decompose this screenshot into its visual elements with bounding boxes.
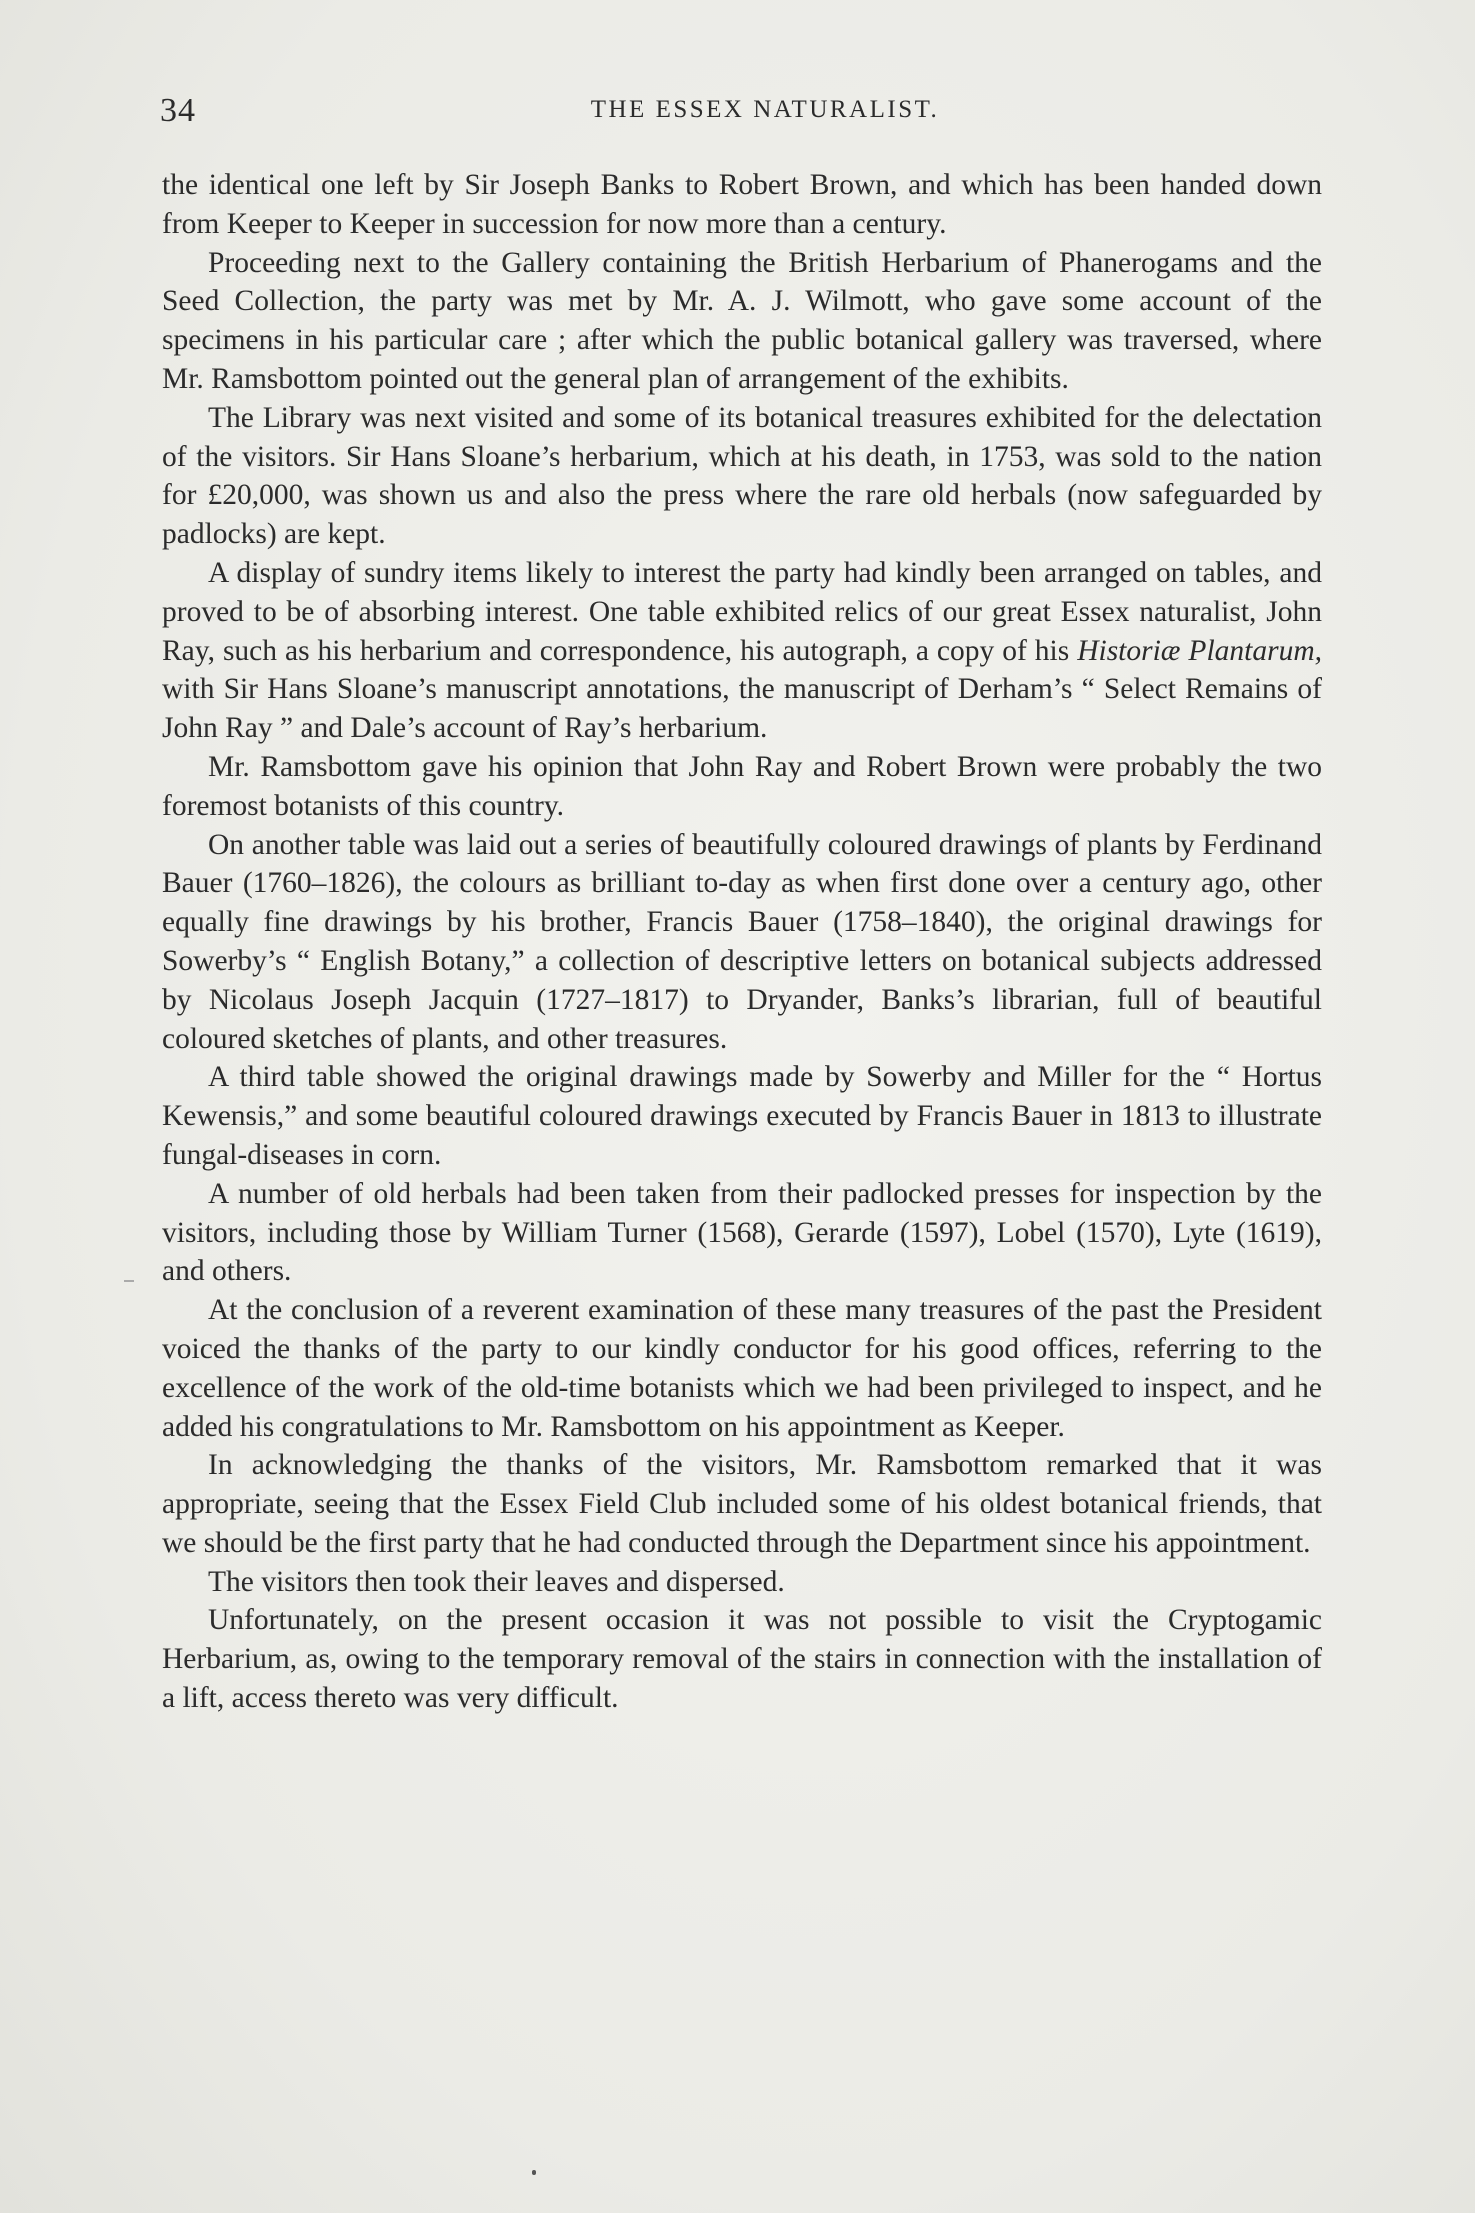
margin-mark xyxy=(124,1280,134,1282)
running-head xyxy=(160,92,1330,142)
paragraph-ramsbottom-opinion: Mr. Ramsbottom gave his opinion that John Ray and Robert Brown were probably the two foremost botanists of this country. xyxy=(162,750,1322,822)
book-title-italic: Historiæ Plantarum, xyxy=(1077,634,1323,667)
paragraph-conclusion: At the conclusion of a reverent examination of these many treasures of the past the President voiced the thanks of the party to our kindly conductor for his good offices, referring to the excellence of the work of the old-time botanists which we had been privileged to inspect, and he added his congratulations to Mr. Ramsbottom on his appointment as Keeper. xyxy=(162,1294,1322,1443)
paper-speck xyxy=(532,2170,536,2175)
paragraph-display-tables xyxy=(162,554,1322,748)
page-number: 34 xyxy=(160,92,196,129)
paragraph-dispersed: The visitors then took their leaves and dispersed. xyxy=(208,1565,785,1598)
article-body xyxy=(162,166,1322,1718)
paragraph-text: with Sir Hans Sloane’s manuscript annotations, the manuscript of Derham’s “ Select Remains of John Ray ” and Dale’s account of Ray’s herbarium. xyxy=(162,673,1322,745)
paragraph-bauer-drawings: On another table was laid out a series of beautifully coloured drawings of plants by Ferdinand Bauer (1760–1826), the colours as brilliant to-day as when first done over a century ago, other equally fine drawings by his brother, Francis Bauer (1758–1840), the original drawings for Sowerby’s “ English Botany,” a collection of descriptive letters on botanical subjects addressed by Nicolaus Joseph Jacquin (1727–1817) to Dryander, Banks’s librarian, full of beautiful coloured sketches of plants, and other treasures. xyxy=(162,828,1322,1055)
paragraph-cryptogamic: Unfortunately, on the present occasion it was not possible to visit the Cryptogamic Herbarium, as, owing to the temporary removal of the stairs in connection with the installation of a lift, access thereto was very difficult. xyxy=(162,1604,1322,1715)
paragraph-herbarium-gallery: Proceeding next to the Gallery containing the British Herbarium of Phanerogams and the Seed Collection, the party was met by Mr. A. J. Wilmott, who gave some account of the specimens in his particular care ; after which the public botanical gallery was traversed, where Mr. Ramsbottom pointed out the general plan of arrangement of the exhibits. xyxy=(162,246,1322,395)
paragraph-text: A display of sundry items likely to interest the party had kindly been arranged on tables, and proved to be of absorbing interest. One table exhibited relics of our great Essex naturalist, John Ray, such as his herbarium and correspondence, his autograph, a copy of his xyxy=(162,556,1322,667)
paragraph-old-herbals: A number of old herbals had been taken from their padlocked presses for inspection by the visitors, including those by William Turner (1568), Gerarde (1597), Lobel (1570), Lyte (1619), and others. xyxy=(162,1177,1322,1288)
paragraph-third-table: A third table showed the original drawings made by Sowerby and Miller for the “ Hortus Kewensis,” and some beautiful coloured drawings executed by Francis Bauer in 1813 to illustrate fungal-diseases in corn. xyxy=(162,1061,1322,1171)
journal-title: THE ESSEX NATURALIST. xyxy=(590,96,940,123)
paragraph-continuation: the identical one left by Sir Joseph Banks to Robert Brown, and which has been handed down from Keeper to Keeper in succession for now more than a century. xyxy=(162,169,1322,240)
paragraph-library: The Library was next visited and some of its botanical treasures exhibited for the delectation of the visitors. Sir Hans Sloane’s herbarium, which at his death, in 1753, was sold to the nation for £20,000, was shown us and also the press where the rare old herbals (now safeguarded by padlocks) are kept. xyxy=(162,401,1322,551)
paragraph-acknowledgement: In acknowledging the thanks of the visitors, Mr. Ramsbottom remarked that it was appropriate, seeing that the Essex Field Club included some of his oldest botanical friends, that we should be the first party that he had conducted through the Department since his appointment. xyxy=(162,1449,1322,1559)
